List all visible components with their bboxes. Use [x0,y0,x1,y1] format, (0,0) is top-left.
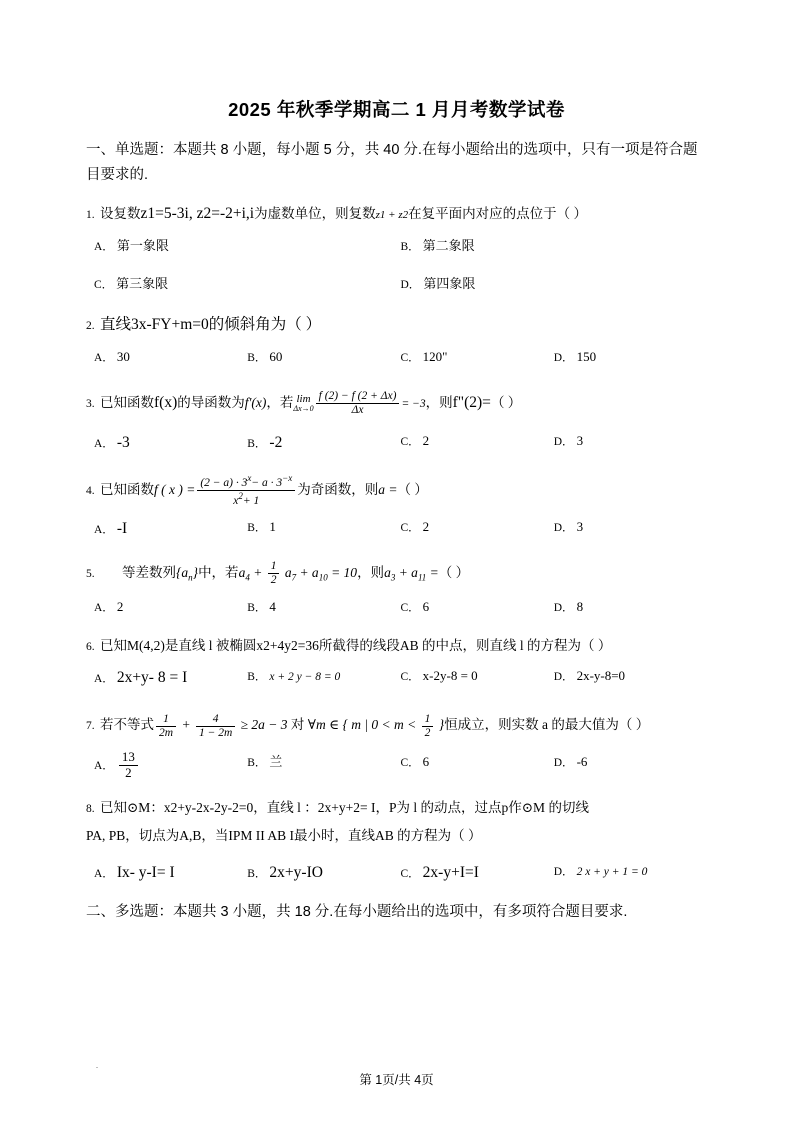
question-4-option-D-text: 3 [576,518,584,534]
question-7-option-B-letter: B． [247,757,267,770]
question-3-option-C-text: 2 [422,432,430,448]
question-2-option-D[interactable] [554,345,707,369]
question-5-option-D-text: 8 [576,598,584,614]
question-8-line-2: PA, PB，切点为A,B，当IPM II AB I最小时，直线AB 的方程为（ ） [86,827,482,843]
question-5-option-D[interactable] [554,595,707,619]
question-6-option-D-text: 2x-y-8=0 [576,668,626,684]
question-3-option-D-text: 3 [576,432,584,448]
question-1-option-D-text: 第四象限 [423,275,476,291]
question-4-option-C[interactable] [401,515,554,543]
question-7-inequality: $\frac{1}{2m}$ + $\frac{4}{1 - 2m}$ ≥ 2a − 3 [154,717,288,732]
question-7-option-D-letter: D． [553,757,574,770]
question-8-option-B-letter: B． [247,867,267,880]
section-heading-single-choice [86,138,707,189]
question-2-option-B-text: 60 [269,349,283,364]
question-3-option-C[interactable] [401,429,554,457]
question-3-fraction-numerator: f (2) − f (2 + Δx) [316,390,400,404]
question-2-text: 直线3x-FY+m=0的倾斜角为（ ） [100,315,322,333]
question-2-number: 2. [86,319,95,332]
question-8-option-C[interactable] [401,859,554,887]
question-7-text-after: 恒成立，则实数 a 的最大值为（ ） [444,717,650,733]
corner-mark: . [96,1061,98,1070]
page-footer: 第 1页/共 4页 [359,1073,434,1087]
question-4-option-B[interactable] [247,515,400,543]
question-7-text-before: 若不等式 [100,717,154,733]
question-4-fraction-numerator [197,473,295,491]
question-3-limit-operator [293,393,313,414]
question-3-number: 3. [86,397,95,410]
question-7-option-C-text: 6 [422,754,430,770]
question-3-option-A-text: -3 [116,433,130,451]
question-3-options [86,429,707,457]
question-5-seq-open: {a [176,564,189,580]
question-3-fraction-denominator: Δx [351,404,364,417]
question-6-option-A-text: 2x+y- 8 = I [116,669,188,687]
question-6-option-D[interactable] [554,664,707,692]
question-4-blank: （ ） [397,481,428,497]
question-2 [86,310,707,339]
question-7-option-C[interactable] [401,750,554,781]
question-3-blank: （ ） [490,394,522,410]
question-3-option-D[interactable] [554,429,707,457]
question-7-option-D[interactable] [554,750,707,781]
question-2-option-C[interactable] [401,345,554,369]
question-6-option-B-letter: B． [247,671,267,684]
question-8-option-C-letter: C． [400,867,420,880]
question-8-option-D[interactable] [554,859,707,887]
question-8-number: 8. [86,803,95,816]
question-5-option-A[interactable] [94,595,247,619]
question-3-result: f"(2)= [452,393,491,411]
question-5-sequence [176,564,199,583]
question-1 [86,199,707,228]
question-5-option-C-letter: C． [400,601,420,614]
question-8-option-A-letter: A． [94,867,114,880]
question-1-option-C[interactable] [94,272,401,296]
question-3-fx: f(x) [154,393,178,411]
question-3 [86,383,707,423]
question-4-option-A[interactable] [94,515,247,543]
question-1-option-A[interactable] [94,234,401,258]
question-4-den-sup: 2 [238,491,243,502]
question-2-options [86,345,707,369]
question-4-num-sup2: −x [282,473,293,484]
question-2-option-A[interactable] [94,345,247,369]
section-heading-multi-text: 二、多选题：本题共 3 小题，共 18 分.在每小题给出的选项中，有多项符合题目要求. [86,904,628,921]
question-6-option-A[interactable] [94,664,247,692]
question-5-result: $a_3 + a_{11}$ = [384,564,439,583]
question-6 [86,633,707,659]
question-4-fraction [197,473,295,508]
question-4-den-part2: + 1 [242,495,260,508]
question-4-option-C-text: 2 [422,518,430,534]
question-1-options-row-2 [86,272,707,296]
question-1-option-D[interactable] [401,272,708,296]
question-2-option-A-letter: A． [94,352,114,364]
question-6-option-C-letter: C． [400,671,420,684]
question-8-option-B[interactable] [247,859,400,887]
question-8-option-A-text: Ix- y-I= I [116,863,175,881]
question-8 [86,795,707,821]
question-7-option-B-text: 兰 [269,754,283,770]
question-6-number: 6. [86,640,95,653]
question-1-options-row-1 [86,234,707,258]
question-1-text-d: 在复平面内对应的点位于（ ） [408,205,587,221]
question-3-limit-value: = −3 [401,397,426,410]
question-3-text-after: ，则 [425,394,453,410]
question-1-option-A-text: 第一象限 [116,238,169,254]
question-8-option-A[interactable] [94,859,247,887]
question-5-blank: （ ） [438,564,470,580]
question-4-option-A-letter: A． [94,523,114,536]
question-5-text-after: ，则 [357,564,385,580]
question-7-option-D-text: -6 [576,754,588,770]
question-5 [86,557,707,589]
question-5-option-C-text: 6 [422,598,430,614]
question-8-continued [86,823,707,849]
question-1-expr: z1 + z2 [375,208,409,221]
question-6-option-B-text: x + 2 y − 8 = 0 [269,671,341,684]
question-4-lhs: f ( x ) = [154,481,196,497]
question-5-number: 5. [86,567,95,580]
question-4-option-B-letter: B． [247,521,267,534]
question-1-option-B-letter: B． [400,241,420,254]
question-3-option-C-letter: C． [400,435,420,448]
question-5-option-B-letter: B． [247,601,267,614]
question-4-num-sup1: x [247,473,252,484]
question-6-option-D-letter: D． [553,671,574,684]
question-1-option-A-letter: A． [94,241,114,254]
question-2-option-C-text: 120" [422,349,448,364]
question-1-option-C-text: 第三象限 [116,275,169,291]
question-3-text-cond: ，若 [266,394,294,410]
question-3-option-A[interactable] [94,429,247,457]
question-5-options [86,595,707,619]
question-3-text-before: 已知函数 [100,394,154,410]
question-5-text-before: 等差数列 [122,564,176,580]
question-6-text: 已知M(4,2)是直线 l 被椭圆x2+4y2=36所截得的线段AB 的中点，则直线 l 的方程为（ ） [100,637,612,653]
question-5-option-C[interactable] [401,595,554,619]
question-5-condition: $a_4$ + $\frac{1}{2}$ $a_7 + a_{10} = 10$ [238,559,358,586]
question-6-option-A-letter: A． [94,673,114,686]
question-6-option-C[interactable] [401,664,554,692]
question-5-option-A-text: 2 [116,598,124,614]
section-heading-text: 一、单选题：本题共 8 小题，每小题 5 分，共 40 分.在每小题给出的选项中，只有一项是符合题目要求的. [86,142,698,184]
question-7-option-B[interactable] [247,750,400,781]
question-5-option-D-letter: D． [553,601,574,614]
page-title: 2025 年秋季学期高二 1 月月考数学试卷 [228,99,565,120]
question-1-number: 1. [86,208,95,221]
question-1-text-b: z1=5-3i, z2=-2+i,i [140,204,255,222]
question-4-var: a = [378,481,398,497]
question-3-lim-sub: Δx→0 [293,404,314,414]
question-4-option-B-text: 1 [269,518,276,534]
section-heading-multi-choice [86,900,707,925]
question-8-option-C-text: 2x-y+I=I [422,863,479,881]
question-4-option-D[interactable] [554,515,707,543]
question-8-option-D-letter: D． [553,865,574,878]
question-5-option-B-text: 4 [269,598,276,614]
question-3-option-B-text: -2 [269,433,283,451]
question-8-line-1: 已知⊙M：x2+y-2x-2y-2=0，直线 l ：2x+y+2= I，P为 l 的动点，过点p作⊙M 的切线 [100,800,589,816]
question-4-option-D-letter: D． [553,521,574,534]
question-3-fprime: f'(x) [244,394,267,410]
question-4-text-after: 为奇函数，则 [297,481,379,497]
question-2-option-C-letter: C． [400,352,420,364]
question-4 [86,471,707,509]
question-2-option-B[interactable] [247,345,400,369]
question-8-option-B-text: 2x+y-IO [269,863,323,881]
question-4-number: 4. [86,484,95,497]
question-2-option-D-text: 150 [576,349,597,364]
question-2-option-D-letter: D． [553,352,574,364]
question-4-den-part1: x [233,495,239,508]
question-3-option-B[interactable] [247,429,400,457]
question-7-options [86,750,707,781]
question-2-option-B-letter: B． [247,352,267,364]
question-8-option-D-text: 2 x + y + 1 = 0 [576,865,648,878]
question-5-seq-sub: n [188,572,193,583]
question-4-fraction-denominator [197,491,295,508]
question-4-num-part2: − a · 3 [251,477,283,490]
question-3-lim: lim [296,393,311,406]
question-3-option-D-letter: D． [553,435,574,448]
question-7-option-A[interactable] [94,750,247,781]
question-7 [86,706,707,744]
question-6-options [86,664,707,692]
question-7-option-C-letter: C． [400,757,420,770]
question-7-option-A-letter: A． [94,759,114,772]
question-1-text-c: 为虚数单位，则复数 [254,205,376,221]
question-3-option-B-letter: B． [247,437,267,450]
question-2-option-A-text: 30 [116,349,130,364]
question-6-option-B[interactable] [247,664,400,692]
question-4-text-before: 已知函数 [100,481,154,497]
question-5-text-mid: 中，若 [198,564,239,580]
question-7-number: 7. [86,720,95,733]
question-1-option-C-letter: C． [94,278,114,291]
question-1-option-B[interactable] [401,234,708,258]
question-1-text-a: 设复数 [100,205,141,221]
question-7-option-A-fraction: $\frac{13}{2}$ [119,750,138,781]
question-5-option-B[interactable] [247,595,400,619]
question-4-options [86,515,707,543]
question-3-text-mid: 的导函数为 [177,394,245,410]
question-5-seq-close: } [192,564,199,580]
question-8-options [86,859,707,887]
question-7-text-mid: 对 ∀m ∈ { m | 0 < m < $\frac{1}{2}$ } [287,712,445,739]
question-5-option-A-letter: A． [94,601,114,614]
question-6-option-C-text: x-2y-8 = 0 [422,668,478,684]
question-4-option-C-letter: C． [400,521,420,534]
question-4-num-part1: (2 − a) · 3 [200,477,248,490]
question-3-option-A-letter: A． [94,437,114,450]
question-1-option-D-letter: D． [400,278,421,291]
question-4-option-A-text: -I [116,519,128,537]
question-1-option-B-text: 第二象限 [422,238,475,254]
question-3-fraction [316,390,400,417]
